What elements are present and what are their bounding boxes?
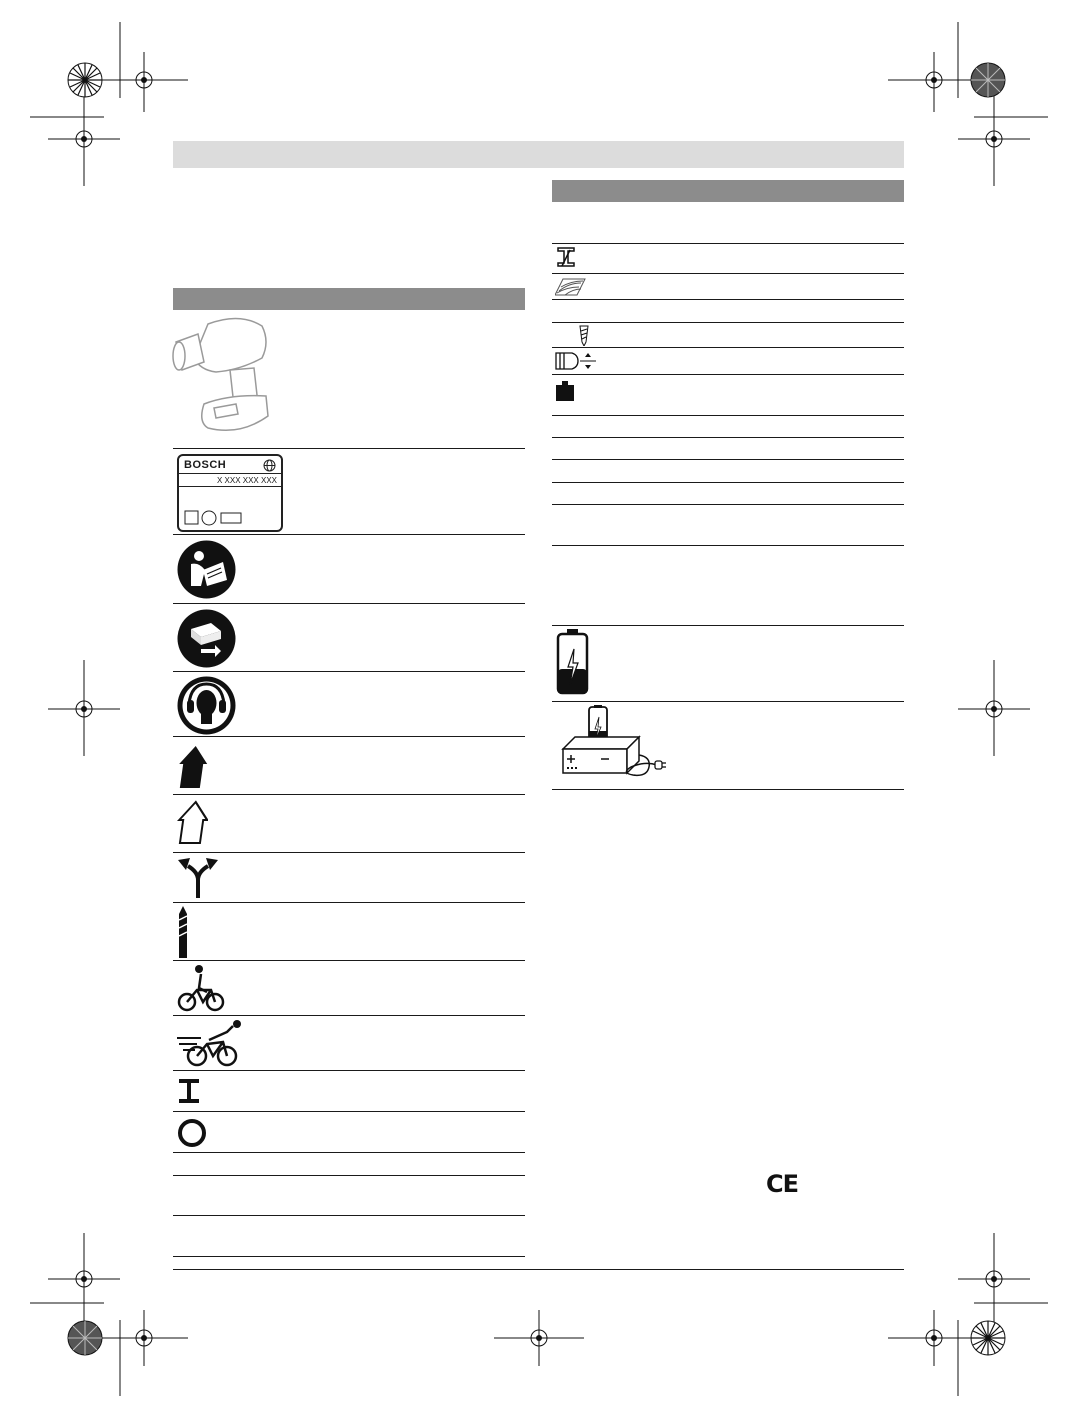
nameplate-serial: X XXX XXX XXX — [216, 476, 277, 485]
charger-icon — [561, 705, 666, 780]
footer-rule — [173, 1269, 904, 1270]
ear-protection-icon — [177, 676, 236, 735]
chuck-range-icon — [554, 351, 596, 371]
fork-arrow-icon — [176, 856, 220, 898]
page-header-bar — [173, 141, 904, 168]
read-manual-icon — [177, 540, 236, 599]
globe-icon — [263, 459, 276, 472]
nameplate-brand: BOSCH — [184, 459, 227, 471]
screw-icon — [578, 324, 590, 346]
arrow-outline-icon — [176, 800, 208, 844]
nameplate-marks — [184, 510, 246, 526]
cyclist-slow-icon — [177, 964, 225, 1012]
drill-bit-icon — [177, 906, 189, 958]
gear-o-icon — [177, 1118, 207, 1148]
wood-icon — [555, 277, 587, 297]
battery-icon — [556, 629, 589, 695]
section-bar-symbols — [173, 288, 525, 310]
nameplate-icon — [177, 454, 283, 532]
weight-icon — [556, 381, 574, 401]
gear-i-icon — [177, 1077, 201, 1105]
section-bar-specs — [552, 180, 904, 202]
cordless-drill-icon — [170, 312, 280, 442]
cyclist-fast-icon — [177, 1020, 243, 1068]
steel-icon — [556, 246, 576, 268]
battery-remove-icon — [177, 609, 236, 668]
arrow-filled-icon — [176, 744, 208, 788]
ce-mark: CE — [766, 1170, 799, 1198]
